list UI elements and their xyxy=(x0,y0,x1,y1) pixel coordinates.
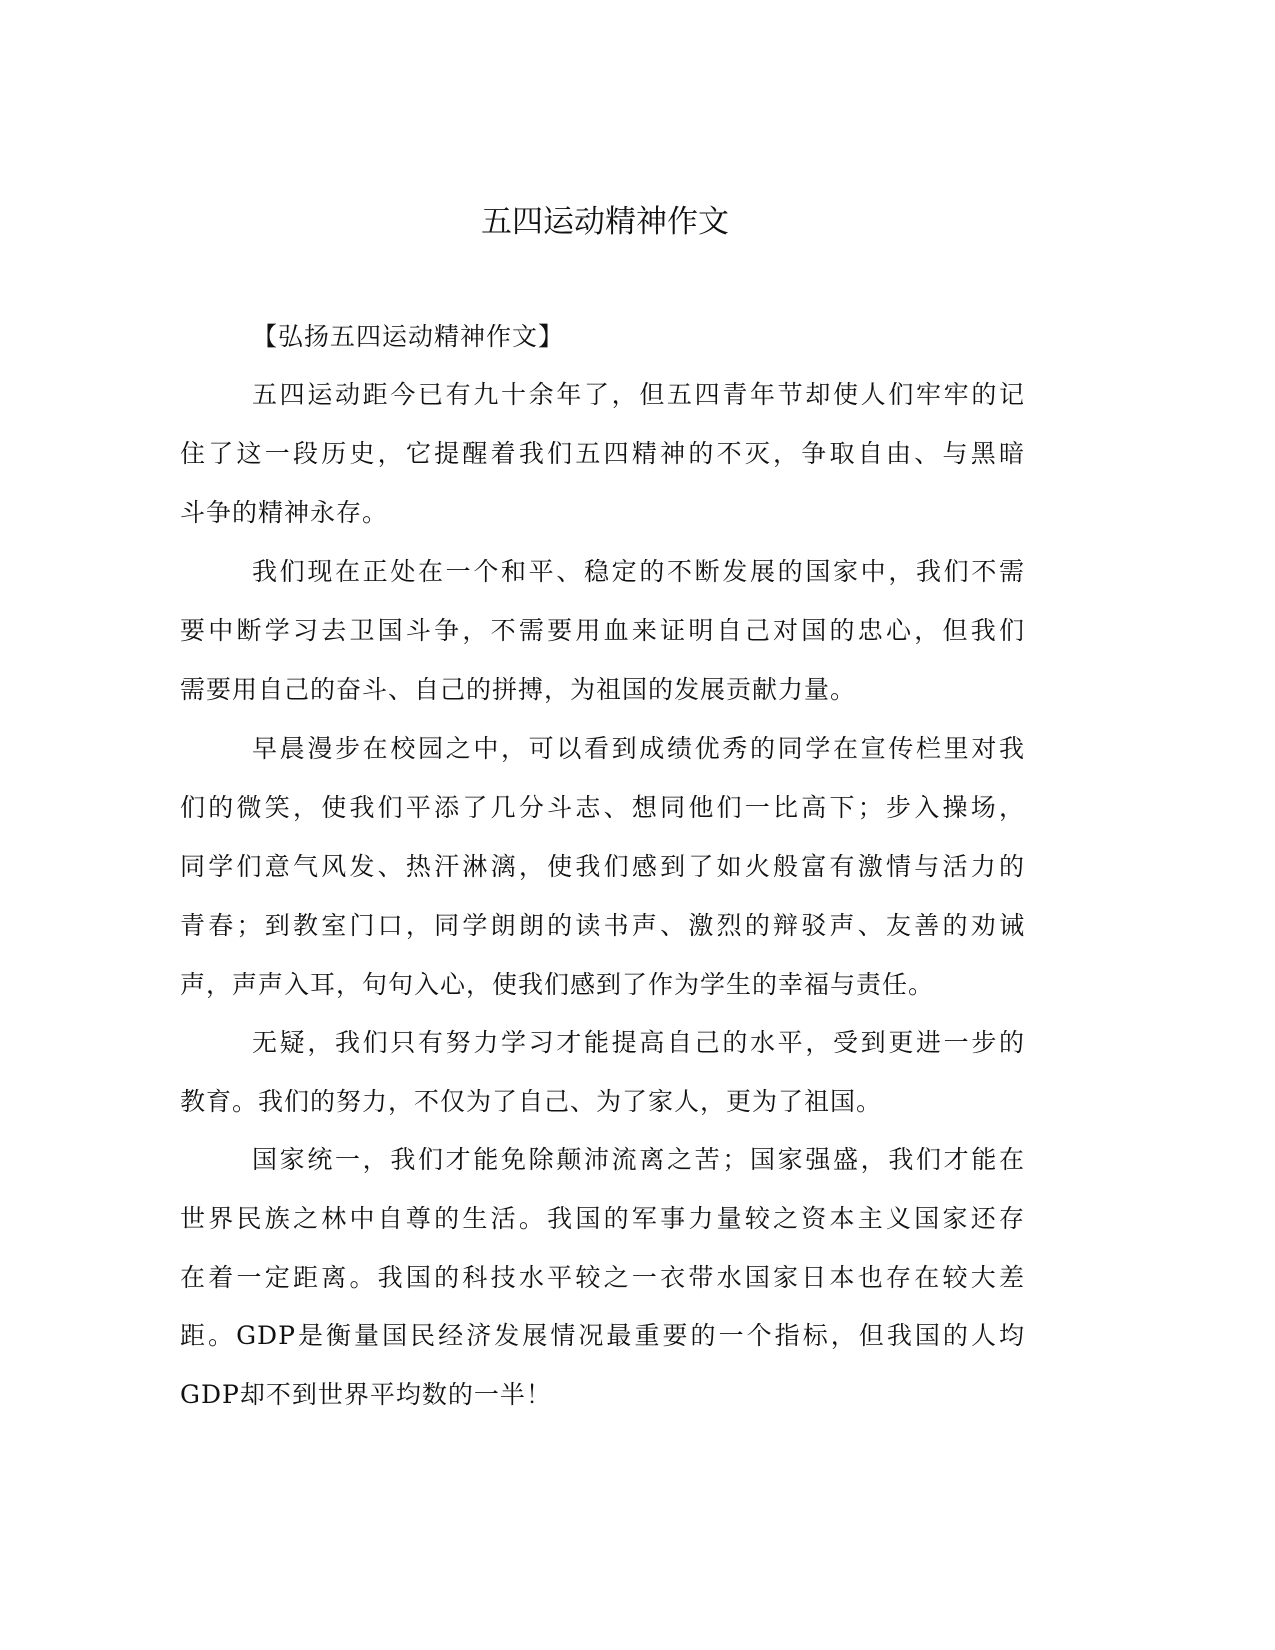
text-line: 青春；到教室门口，同学朗朗的读书声、激烈的辩驳声、友善的劝诫 xyxy=(180,911,1025,940)
section-heading: 【弘扬五四运动精神作文】 xyxy=(252,322,565,351)
text-line: 无疑，我们只有努力学习才能提高自己的水平，受到更进一步的 xyxy=(252,1028,1025,1057)
text-line: 世界民族之林中自尊的生活。我国的军事力量较之资本主义国家还存 xyxy=(180,1204,1025,1233)
text-line: 距。GDP是衡量国民经济发展情况最重要的一个指标，但我国的人均 xyxy=(180,1321,1025,1350)
text-line: 要中断学习去卫国斗争，不需要用血来证明自己对国的忠心，但我们 xyxy=(180,616,1025,645)
text-line: 需要用自己的奋斗、自己的拼搏，为祖国的发展贡献力量。 xyxy=(180,675,857,704)
text-line: 我们现在正处在一个和平、稳定的不断发展的国家中，我们不需 xyxy=(252,557,1025,586)
text-line: 在着一定距离。我国的科技水平较之一衣带水国家日本也存在较大差 xyxy=(180,1263,1025,1292)
text-line: 们的微笑，使我们平添了几分斗志、想同他们一比高下；步入操场， xyxy=(180,793,1025,822)
text-line: 同学们意气风发、热汗淋漓，使我们感到了如火般富有激情与活力的 xyxy=(180,852,1025,881)
text-line: 五四运动距今已有九十余年了，但五四青年节却使人们牢牢的记 xyxy=(252,380,1025,409)
document-title: 五四运动精神作文 xyxy=(481,204,729,240)
text-line: 声，声声入耳，句句入心，使我们感到了作为学生的幸福与责任。 xyxy=(180,970,935,999)
text-line: 早晨漫步在校园之中，可以看到成绩优秀的同学在宣传栏里对我 xyxy=(252,734,1025,763)
text-line: 教育。我们的努力，不仅为了自己、为了家人，更为了祖国。 xyxy=(180,1087,883,1116)
text-line: GDP却不到世界平均数的一半！ xyxy=(180,1380,552,1409)
text-line: 国家统一，我们才能免除颠沛流离之苦；国家强盛，我们才能在 xyxy=(252,1145,1025,1174)
text-line: 斗争的精神永存。 xyxy=(180,498,389,527)
text-line: 住了这一段历史，它提醒着我们五四精神的不灭，争取自由、与黑暗 xyxy=(180,439,1025,468)
